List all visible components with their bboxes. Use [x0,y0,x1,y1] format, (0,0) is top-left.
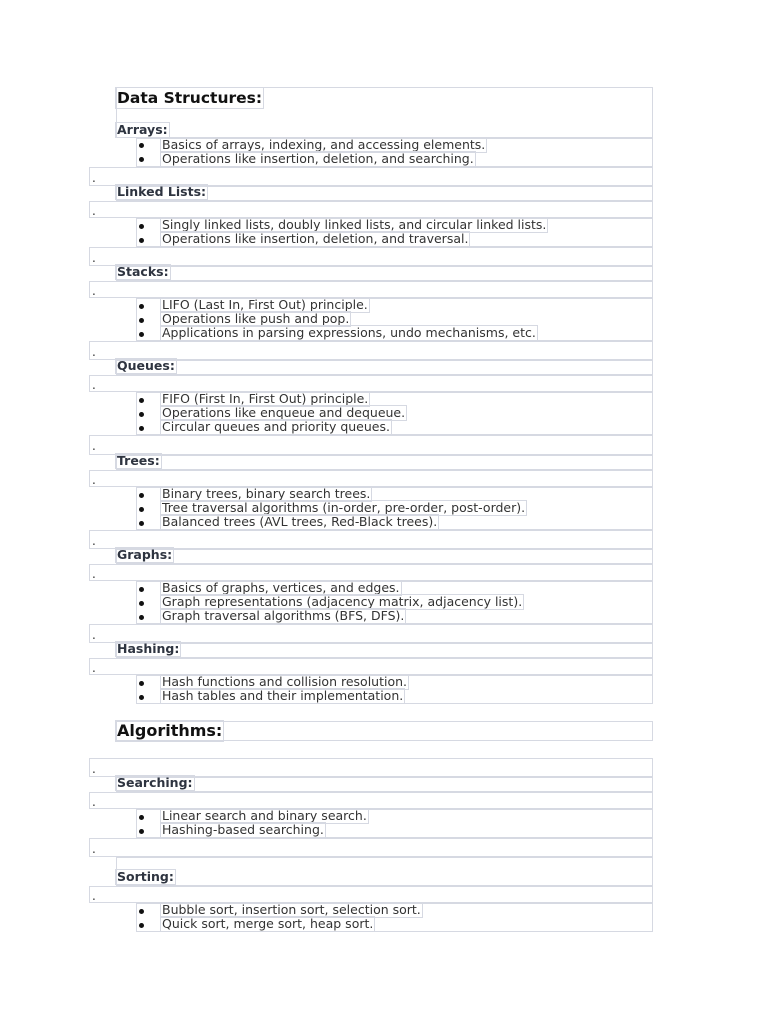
spacer-row [89,201,653,218]
bullet-icon [139,815,144,820]
spacer-row [89,564,653,581]
heading-row [116,266,653,281]
heading-arrays: Arrays: [117,122,168,137]
bullet-icon [139,521,144,526]
heading-stacks: Stacks: [117,264,169,279]
list-item: Singly linked lists, doubly linked lists, and circular linked lists. [162,217,547,232]
section-title-algorithms: Algorithms: [117,721,223,740]
dot-marker: . [92,251,96,265]
page-title-data-structures: Data Structures: [117,89,263,107]
list-item: Operations like push and pop. [162,311,350,326]
dot-marker: . [92,473,96,487]
bullet-icon [139,829,144,834]
list-item: Basics of graphs, vertices, and edges. [162,580,400,595]
dot-marker: . [92,889,96,903]
bullet-icon [139,157,144,162]
bullet-icon [139,224,144,229]
list-item: Circular queues and priority queues. [162,419,390,434]
spacer-row [89,658,653,675]
spacer-row [89,375,653,392]
bullet-icon [139,143,144,148]
list-item: LIFO (Last In, First Out) principle. [162,297,368,312]
bullet-icon [139,681,144,686]
bullet-icon [139,615,144,620]
list-item: Binary trees, binary search trees. [162,486,371,501]
bullet-icon [139,587,144,592]
list-item: Hash tables and their implementation. [162,688,404,703]
list-item: Hashing-based searching. [162,822,324,837]
spacer-row [89,792,653,809]
dot-marker: . [92,567,96,581]
list-item: FIFO (First In, First Out) principle. [162,391,369,406]
dot-marker: . [92,284,96,298]
list-item: Operations like insertion, deletion, and searching. [162,151,474,166]
list-item: Graph representations (adjacency matrix, adjacency list). [162,594,523,609]
bullet-icon [139,398,144,403]
bullet-icon [139,318,144,323]
list-item: Hash functions and collision resolution. [162,674,408,689]
list-item: Operations like enqueue and dequeue. [162,405,406,420]
heading-row [116,549,653,564]
spacer-row [89,247,653,266]
list-item: Linear search and binary search. [162,808,367,823]
bullet-icon [139,601,144,606]
heading-searching: Searching: [117,775,193,790]
bullet-icon [139,426,144,431]
bullet-icon [139,304,144,309]
list-item: Applications in parsing expressions, undo mechanisms, etc. [162,325,536,340]
dot-marker: . [92,628,96,642]
list-item: Quick sort, merge sort, heap sort. [162,916,374,931]
dot-marker: . [92,762,96,776]
heading-linked-lists: Linked Lists: [117,184,207,199]
spacer-row [89,281,653,298]
heading-row [116,455,653,470]
bullet-icon [139,238,144,243]
heading-row [116,643,653,658]
dot-marker: . [92,661,96,675]
heading-hashing: Hashing: [117,641,180,656]
bullet-icon [139,923,144,928]
list-item: Bubble sort, insertion sort, selection sort. [162,902,421,917]
heading-row [116,857,653,886]
bullet-icon [139,332,144,337]
spacer-row [89,838,653,857]
dot-marker: . [92,204,96,218]
dot-marker: . [92,378,96,392]
dot-marker: . [92,171,96,185]
dot-marker: . [92,534,96,548]
bullet-icon [139,507,144,512]
dot-marker: . [92,439,96,453]
heading-row [116,777,653,792]
bullet-icon [139,493,144,498]
heading-queues: Queues: [117,358,175,373]
list-item: Balanced trees (AVL trees, Red-Black trees). [162,514,438,529]
dot-marker: . [92,842,96,856]
dot-marker: . [92,795,96,809]
heading-sorting: Sorting: [117,869,174,884]
bullet-icon [139,909,144,914]
bullet-icon [139,412,144,417]
heading-trees: Trees: [117,453,160,468]
list-item: Graph traversal algorithms (BFS, DFS). [162,608,405,623]
dot-marker: . [92,345,96,359]
list-item: Basics of arrays, indexing, and accessing elements. [162,137,486,152]
spacer-row [89,530,653,549]
bullet-icon [139,695,144,700]
spacer-row [89,435,653,455]
heading-graphs: Graphs: [117,547,173,562]
heading-row [116,360,653,375]
spacer-row [89,470,653,487]
list-item: Tree traversal algorithms (in-order, pre-order, post-order). [162,500,526,515]
list-item: Operations like insertion, deletion, and traversal. [162,231,469,246]
spacer-row [89,886,653,903]
